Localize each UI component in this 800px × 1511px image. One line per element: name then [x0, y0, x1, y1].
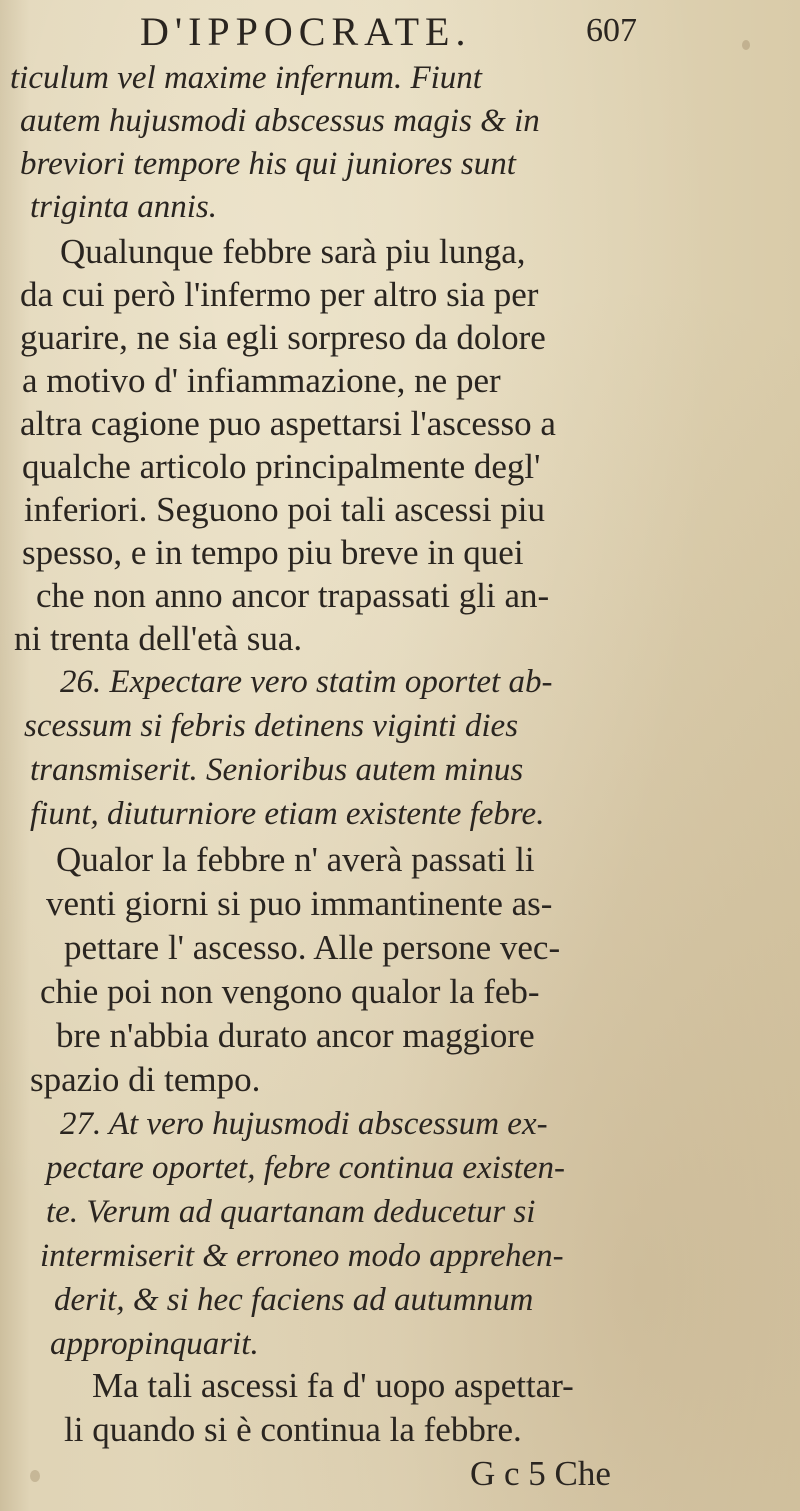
text-line: da cui però l'infermo per altro sia per — [20, 275, 539, 314]
page-number: 607 — [586, 12, 637, 49]
text-line: ticulum vel maxime infernum. Fiunt — [10, 60, 482, 96]
text-line: qualche articolo principalmente degl' — [22, 447, 541, 486]
text-line: triginta annis. — [30, 189, 218, 225]
text-line: spazio di tempo. — [30, 1060, 261, 1099]
catchword-line: G c 5 Che — [470, 1454, 611, 1493]
text-line: Qualor la febbre n' averà passati li — [56, 840, 535, 879]
text-line: pettare l' ascesso. Alle persone vec- — [64, 928, 561, 967]
text-line: inferiori. Seguono poi tali ascessi piu — [24, 490, 546, 529]
text-line: 26. Expectare vero statim oportet ab- — [60, 664, 553, 700]
text-line: derit, & si hec faciens ad autumnum — [54, 1282, 534, 1318]
text-line: pectare oportet, febre continua existen- — [46, 1150, 565, 1186]
text-line: guarire, ne sia egli sorpreso da dolore — [20, 318, 546, 357]
text-line: spesso, e in tempo piu breve in quei — [22, 533, 524, 572]
text-line: che non anno ancor trapassati gli an- — [36, 576, 550, 615]
text-line: Ma tali ascessi fa d' uopo aspettar- — [92, 1366, 574, 1405]
text-line: ni trenta dell'età sua. — [14, 619, 303, 658]
text-line: fiunt, diuturniore etiam existente febre. — [30, 796, 545, 832]
text-line: li quando si è continua la febbre. — [64, 1410, 522, 1449]
text-line: transmiserit. Senioribus autem minus — [30, 752, 524, 788]
text-line: chie poi non vengono qualor la feb- — [40, 972, 540, 1011]
text-line: scessum si febris detinens viginti dies — [24, 708, 519, 744]
text-line: a motivo d' infiammazione, ne per — [22, 361, 501, 400]
text-line: autem hujusmodi abscessus magis & in — [20, 103, 540, 139]
text-line: intermiserit & erroneo modo apprehen- — [40, 1238, 564, 1274]
text-line: venti giorni si puo immantinente as- — [46, 884, 553, 923]
text-line: 27. At vero hujusmodi abscessum ex- — [60, 1106, 548, 1142]
text-line: altra cagione puo aspettarsi l'ascesso a — [20, 404, 556, 443]
text-line: te. Verum ad quartanam deducetur si — [46, 1194, 536, 1230]
page-header — [0, 8, 800, 58]
text-line: breviori tempore his qui juniores sunt — [20, 146, 516, 182]
text-line: Qualunque febbre sarà piu lunga, — [60, 232, 526, 271]
text-line: bre n'abbia durato ancor maggiore — [56, 1016, 535, 1055]
text-line: appropinquarit. — [50, 1326, 259, 1362]
running-title: D'IPPOCRATE. — [140, 9, 472, 54]
paper-stain — [742, 40, 750, 50]
paper-stain — [30, 1470, 40, 1482]
